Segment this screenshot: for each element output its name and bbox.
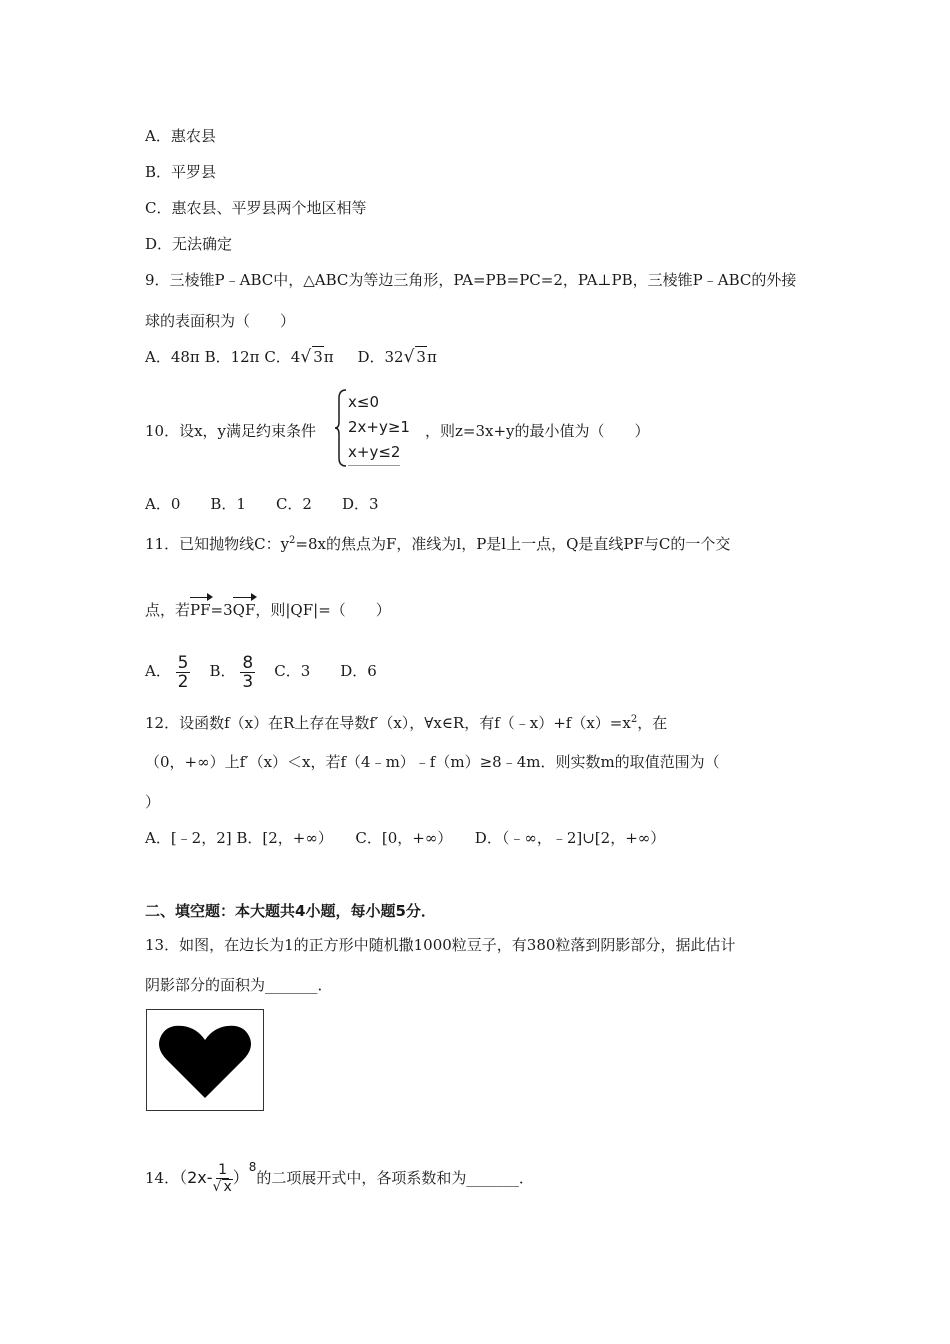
section-title: 二、填空题：本大题共4小题，每小题5分． [145, 902, 436, 920]
question-13-line2: 阴影部分的面积为_______． [145, 976, 333, 994]
question-14: 14．（2x- $\frac{1}{√ x}$ ）$^8$的二项展开式中，各项系数和为_______． [145, 1160, 534, 1195]
question-9-line2: 球的表面积为（ ） [145, 312, 296, 330]
question-13-line1: 13．如图，在边长为1的正方形中随机撒1000粒豆子，有380粒落到阴影部分，据此估计 [145, 936, 736, 954]
question-12-line2: （0，+∞）上f′（x）＜x，若f（4﹣m）﹣f（m）≥8﹣4m．则实数m的取值范围为（ [145, 753, 720, 771]
question-12-line3: ） [145, 793, 161, 811]
question-10-options: A．0 B．1 C．2 D．3 [145, 495, 379, 513]
brace-icon [334, 388, 348, 468]
question-9-options [145, 346, 437, 367]
square-figure [146, 1009, 264, 1111]
question-10-stem: 10．设x，y满足约束条件 [145, 422, 317, 440]
constraint-3: x+y≤2 [348, 440, 400, 466]
question-11-options: A． $\frac{5}{2}$ B． $\frac{8}{3}$ C．3 D．6 [145, 652, 377, 692]
q9-option-c: C．4√ 3π [264, 347, 334, 367]
vector-qf: QF [232, 601, 256, 619]
question-10-tail: ，则z=3x+y的最小值为（ ） [425, 422, 650, 440]
q9-option-a: A．48π [145, 348, 200, 366]
vector-pf: PF [190, 601, 211, 619]
option-d: D．无法确定 [145, 235, 233, 253]
option-b: B．平罗县 [145, 163, 217, 181]
fraction-5-2: $\frac{5}{2}$ [177, 652, 189, 692]
constraint-2: 2x+y≥1 [348, 418, 410, 436]
q9-option-d: D．32√ 3π [357, 347, 437, 367]
fraction-8-3: $\frac{8}{3}$ [242, 652, 254, 692]
heart-icon [147, 1010, 263, 1110]
constraint-system [334, 388, 424, 468]
question-12-line1: 12．设函数f（x）在R上存在导数f′（x），∀x∈R，有$f(﹣x)+f(x)=x^2$，在 [145, 714, 668, 732]
constraint-1: x≤0 [348, 393, 379, 411]
question-12-options: A．[﹣2，2] B．[2，+∞） C．[0，+∞） D．（﹣∞，﹣2]∪[2，+∞） [145, 829, 666, 847]
option-a: A．惠农县 [145, 127, 216, 145]
question-11-line1: 11．已知抛物线C：$y^2=8x$的焦点为F，准线为l，P是l上一点，Q是直线PF与C的一个交 [145, 535, 731, 553]
question-11-line2: 点，若PF=3QF，则|QF|=（ ） [145, 601, 391, 619]
option-c: C．惠农县、平罗县两个地区相等 [145, 199, 367, 217]
question-9-line1: 9．三棱锥P﹣ABC中，△ABC为等边三角形，PA=PB=PC=2，PA⊥PB，三棱锥P﹣ABC的外接 [145, 271, 797, 289]
binomial-expression: （2x- $\frac{1}{√ x}$ ）$^8$ [179, 1160, 257, 1195]
q9-option-b: B．12π [204, 348, 260, 366]
